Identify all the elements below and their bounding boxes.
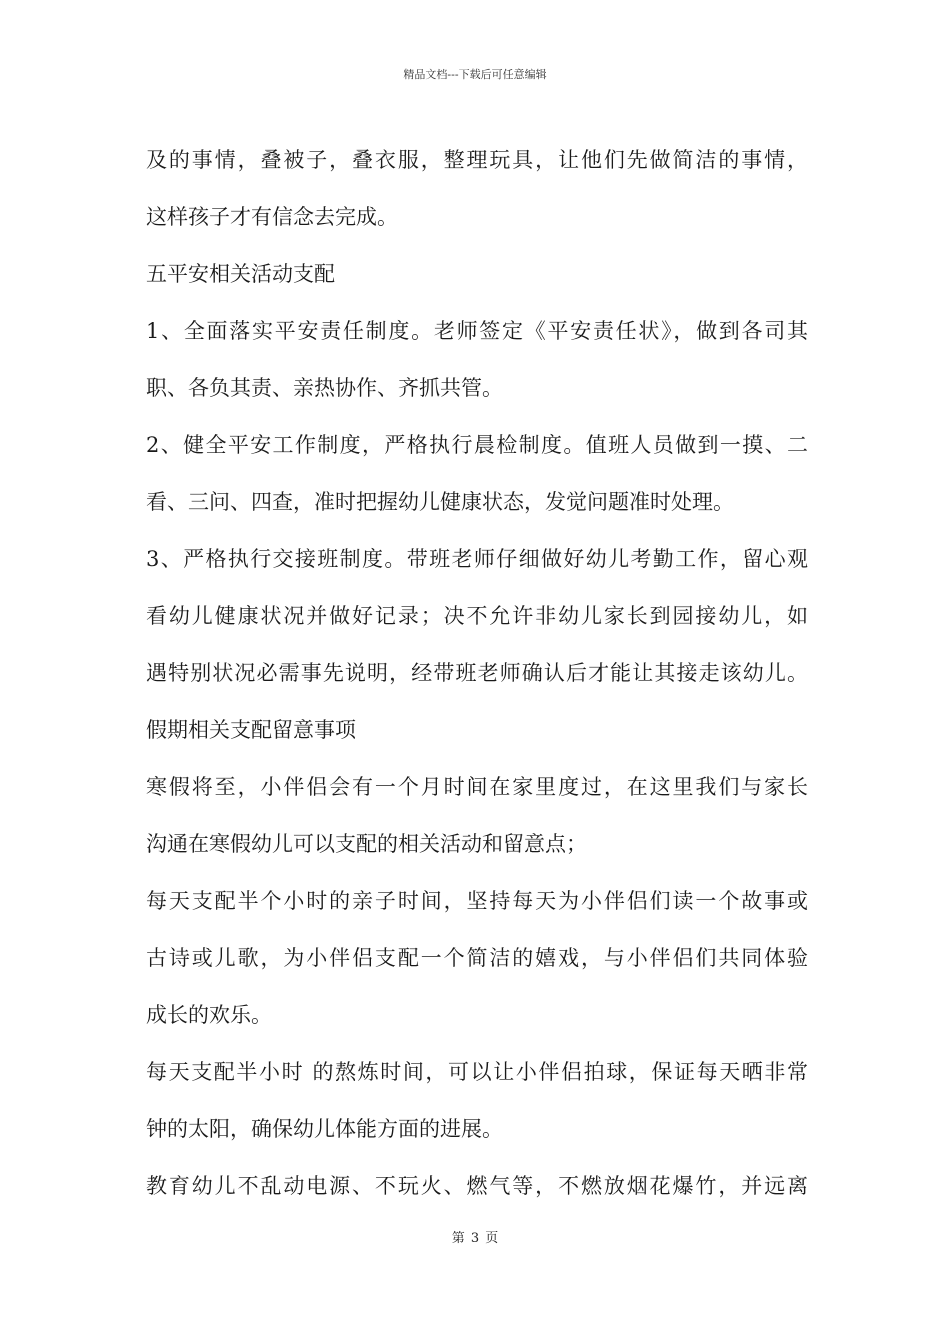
text-line: 这样孩子才有信念去完成。 — [146, 205, 398, 229]
text-line: 3、严格执行交接班制度。带班老师仔细做好幼儿考勤工作，留心观 — [146, 547, 808, 571]
page-number: 第 3 页 — [451, 1231, 499, 1246]
text-line: 及的事情，叠被子，叠衣服，整理玩具，让他们先做简洁的事情， — [146, 148, 808, 172]
document-body — [146, 132, 808, 1215]
text-line: 钟的太阳，确保幼儿体能方面的进展。 — [146, 1117, 503, 1141]
text-line: 每天支配半个小时的亲子时间，坚持每天为小伴侣们读一个故事或 — [146, 889, 808, 913]
text-line: 教育幼儿不乱动电源、不玩火、燃气等，不燃放烟花爆竹，并远离 — [146, 1174, 808, 1198]
text-line: 沟通在寒假幼儿可以支配的相关活动和留意点； — [146, 832, 587, 856]
page-header: 精品文档---下载后可任意编辑 — [403, 68, 547, 81]
section-heading: 假期相关支配留意事项 — [146, 718, 356, 742]
section-heading: 五平安相关活动支配 — [146, 262, 335, 286]
text-line: 1、全面落实平安责任制度。老师签定《平安责任状》，做到各司其 — [146, 319, 808, 343]
text-line: 成长的欢乐。 — [146, 1003, 272, 1027]
text-line: 每天支配半小时 的熬炼时间，可以让小伴侣拍球，保证每天晒非常 — [146, 1060, 808, 1084]
text-line: 遇特别状况必需事先说明，经带班老师确认后才能让其接走该幼儿。 — [146, 661, 808, 685]
text-line: 2、健全平安工作制度，严格执行晨检制度。值班人员做到一摸、二 — [146, 433, 808, 457]
text-line: 看、三问、四查，准时把握幼儿健康状态，发觉问题准时处理。 — [146, 490, 734, 514]
text-line: 寒假将至，小伴侣会有一个月时间在家里度过，在这里我们与家长 — [146, 775, 808, 799]
text-line: 看幼儿健康状况并做好记录；决不允许非幼儿家长到园接幼儿，如 — [146, 604, 808, 628]
text-line: 古诗或儿歌，为小伴侣支配一个简洁的嬉戏，与小伴侣们共同体验 — [146, 946, 808, 970]
text-line: 职、各负其责、亲热协作、齐抓共管。 — [146, 376, 503, 400]
